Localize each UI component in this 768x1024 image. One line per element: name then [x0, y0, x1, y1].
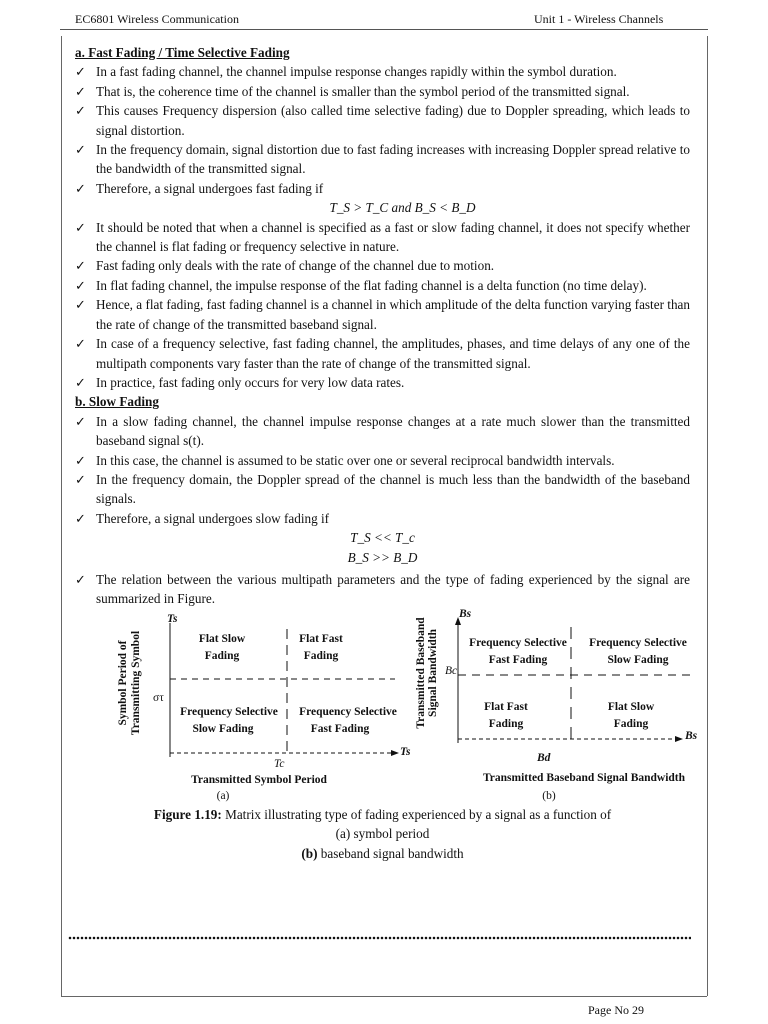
a-x-axis-symbol: Ts: [400, 745, 411, 758]
bullet: ✓ Therefore, a signal undergoes slow fading if: [75, 510, 330, 526]
page-number: Page No 29: [588, 1003, 644, 1017]
bullet: ✓ In flat fading channel, the impulse response of the flat fading channel is a delta function (no time delay).: [75, 277, 647, 293]
bullet: ✓ In this case, the channel is assumed to be static over one or several reciprocal bandwidth intervals.: [75, 452, 615, 468]
b-q-bot-left-2: Fading: [488, 717, 524, 730]
header-unit: Unit 1 - Wireless Channels: [534, 12, 664, 26]
fading-matrix-svg: [75, 607, 698, 805]
caption-text: Matrix illustrating type of fading experienced by a signal as a function of: [225, 806, 612, 822]
b-q-top-left-2: Fast Fading: [488, 653, 548, 666]
b-tag: (b): [542, 789, 556, 802]
b-q-bot-left-1: Flat Fast: [484, 700, 528, 713]
a-q-bot-right-2: Fast Fading: [310, 722, 370, 735]
b-y-label-1: Transmitted Baseband: [415, 617, 427, 729]
a-q-top-left-1: Flat Slow: [198, 632, 246, 645]
caption-label: Figure 1.19:: [153, 806, 222, 822]
header-course: EC6801 Wireless Communication: [75, 12, 239, 26]
equation-slow-fading-1: T_S << T_c: [350, 530, 415, 546]
section-a-bullets-1: [75, 62, 690, 198]
bullet: ✓ Hence, a flat fading, fast fading channel is a channel in which amplitude of the delta function varying faster than the rate of change of the transmitted baseband signal.: [75, 297, 690, 332]
caption-line-3: [75, 844, 690, 863]
bullet: ✓ In a fast fading channel, the channel impulse response changes rapidly within the symbol duration.: [75, 64, 617, 80]
header-rule: [60, 29, 708, 30]
b-q-top-right-1: Frequency Selective: [589, 636, 687, 649]
a-q-top-right-2: Fading: [303, 649, 339, 662]
b-q-top-right-2: Slow Fading: [607, 653, 669, 666]
b-y-label-2: Signal Bandwidth: [427, 628, 439, 717]
section-b-title: b. Slow Fading: [75, 394, 159, 410]
equation-slow-fading-2: B_S >> B_D: [347, 549, 418, 565]
b-q-top-left-1: Frequency Selective: [469, 636, 567, 649]
bullet: ✓ In the frequency domain, the Doppler spread of the channel is much less than the bandwidth of the baseband signals.: [75, 471, 690, 507]
section-b-bullets-1: [75, 412, 690, 528]
bullet: ✓ This causes Frequency dispersion (also called time selective fading) due to Doppler spreading, which leads to signal distortion.: [75, 103, 690, 138]
bullet: ✓ Fast fading only deals with the rate of change of the channel due to motion.: [75, 258, 495, 274]
bullet: ✓ In case of a frequency selective, fast fading channel, the amplitudes, phases, and time delays of any one of the multipath components vary faster than the rate of change of the transmitted signal.: [75, 336, 690, 371]
caption-line-3-text: baseband signal bandwidth: [320, 845, 464, 861]
a-tc-label: Tc: [274, 757, 285, 770]
caption-line-3-label: (b): [301, 845, 318, 861]
a-y-axis-symbol: Ts: [167, 612, 178, 625]
a-q-bot-left-1: Frequency Selective: [180, 705, 278, 718]
bullet: ✓ In practice, fast fading only occurs for very low data rates.: [75, 374, 405, 390]
bullet: ✓ That is, the coherence time of the channel is smaller than the symbol period of the transmitted signal.: [75, 83, 630, 99]
bullet: ✓ In the frequency domain, signal distortion due to fast fading increases with increasing Doppler spread relative to the bandwidth of the transmitted signal.: [75, 142, 690, 177]
section-a-bullets-2: [75, 218, 690, 393]
b-x-caption: Transmitted Baseband Signal Bandwidth: [482, 771, 686, 784]
b-bd-label: Bd: [537, 751, 551, 764]
b-q-bot-right-1: Flat Slow: [607, 700, 655, 713]
a-q-bot-right-1: Frequency Selective: [299, 705, 397, 718]
b-x-axis-symbol: Bs: [685, 729, 698, 742]
page-content: [75, 43, 698, 863]
dotted-separator: [68, 936, 691, 940]
a-q-top-right-1: Flat Fast: [299, 632, 343, 645]
figure-caption: [75, 805, 690, 824]
bullet: ✓ The relation between the various multipath parameters and the type of fading experienced by the signal are summarized in Figure.: [75, 571, 690, 607]
fading-matrix-figure: [75, 607, 698, 805]
a-y-label-2: Transmitting Symbol: [130, 630, 142, 735]
bullet: ✓ Therefore, a signal undergoes fast fading if: [75, 180, 324, 196]
caption-line-2: (a) symbol period: [335, 826, 430, 842]
a-q-bot-left-2: Slow Fading: [192, 722, 254, 735]
a-x-caption: Transmitted Symbol Period: [191, 773, 327, 786]
a-y-label-1: Symbol Period of: [117, 640, 129, 726]
b-y-axis-symbol: Bs: [459, 607, 472, 620]
a-tag: (a): [216, 789, 230, 802]
bullet: ✓ In a slow fading channel, the channel impulse response changes at a rate much slower than the transmitted baseband signal s(t).: [75, 413, 690, 449]
b-q-bot-right-2: Fading: [613, 717, 649, 730]
b-x-arrow: [675, 736, 683, 742]
bullet: ✓ It should be noted that when a channel is specified as a fast or slow fading channel, it does not specify whether the channel is flat fading or frequency selective in nature.: [75, 219, 690, 255]
b-bc-label: Bc: [445, 664, 458, 677]
a-x-arrow: [391, 750, 399, 756]
section-a-title: a. Fast Fading / Time Selective Fading: [75, 45, 290, 60]
a-sigma-label: στ: [153, 691, 164, 704]
section-b-bullets-2: [75, 570, 690, 609]
page-frame-bottom: [61, 996, 707, 997]
equation-fast-fading: T_S > T_C and B_S < B_D: [329, 200, 476, 216]
a-q-top-left-2: Fading: [204, 649, 240, 662]
